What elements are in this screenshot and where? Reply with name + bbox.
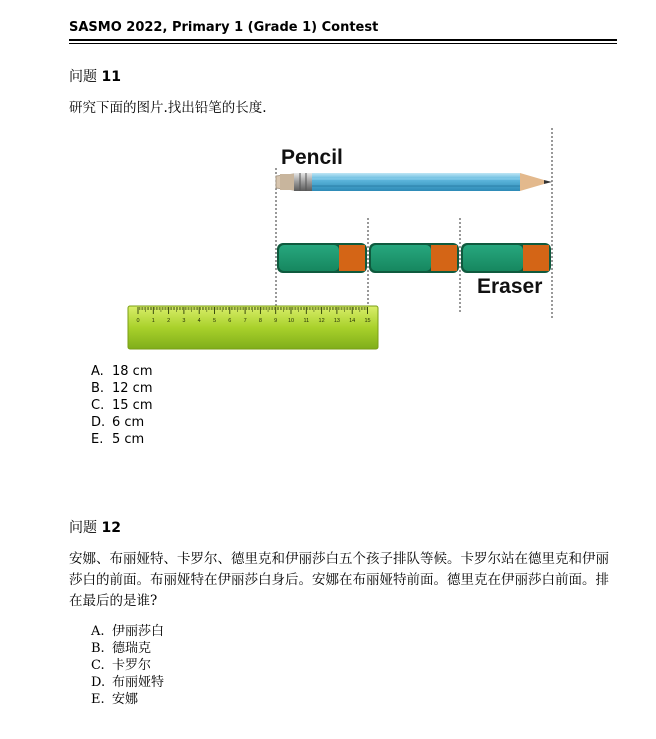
eraser-label: Eraser <box>477 275 543 298</box>
ruler-number: 4 <box>197 318 201 324</box>
ruler-number: 12 <box>318 318 325 324</box>
ruler-number: 15 <box>364 318 371 324</box>
ruler-number: 13 <box>333 318 340 324</box>
ruler-number: 7 <box>243 318 247 324</box>
ruler-number: 2 <box>167 318 171 324</box>
question-11-text: 研究下面的图片.找出铅笔的长度. <box>69 100 267 116</box>
question-12-options <box>91 623 164 708</box>
ruler-number: 9 <box>274 318 278 324</box>
ruler-number: 3 <box>182 318 186 324</box>
eraser-icon-2 <box>369 243 459 273</box>
option-e[interactable]: E. 5 cm <box>91 432 145 447</box>
question-12-title <box>69 517 121 537</box>
option-d[interactable]: D. 布丽娅特 <box>91 675 165 690</box>
ruler-number: 11 <box>303 318 310 324</box>
question-number: 11 <box>101 69 121 85</box>
question-label: 问题 <box>69 520 97 536</box>
ruler-number: 10 <box>287 318 295 324</box>
question-11-options <box>91 363 153 448</box>
question-label: 问题 <box>69 69 97 85</box>
option-a[interactable]: A. 18 cm <box>91 364 153 379</box>
question-12-text: 安娜、布丽娅特、卡罗尔、德里克和伊丽莎白五个孩子排队等候。卡罗尔站在德里克和伊丽莎白的前面。布丽娅特在伊丽莎白身后。安娜在布丽娅特前面。德里克在伊丽莎白前面。排在最后的是谁? <box>69 551 609 609</box>
question-number: 12 <box>101 520 121 536</box>
option-a[interactable]: A. 伊丽莎白 <box>91 624 165 639</box>
page-header-title: SASMO 2022, Primary 1 (Grade 1) Contest <box>69 20 379 35</box>
option-b[interactable]: B. 德瑞克 <box>91 641 152 656</box>
ruler-number: 1 <box>151 318 155 324</box>
ruler-number: 14 <box>349 318 356 324</box>
option-c[interactable]: C. 卡罗尔 <box>91 658 152 673</box>
ruler-icon <box>128 306 378 349</box>
option-d[interactable]: D. 6 cm <box>91 415 145 430</box>
ruler-number: 5 <box>212 318 217 324</box>
ruler-number: 6 <box>228 318 232 324</box>
option-e[interactable]: E. 安娜 <box>91 692 139 707</box>
eraser-icon-3 <box>461 243 551 273</box>
pencil-label: Pencil <box>281 146 343 169</box>
ruler-number: 8 <box>258 318 262 324</box>
option-b[interactable]: B. 12 cm <box>91 381 153 396</box>
ruler-number: 0 <box>136 318 140 324</box>
eraser-icon-1 <box>277 243 367 273</box>
option-c[interactable]: C. 15 cm <box>91 398 153 413</box>
pencil-icon <box>276 173 552 191</box>
